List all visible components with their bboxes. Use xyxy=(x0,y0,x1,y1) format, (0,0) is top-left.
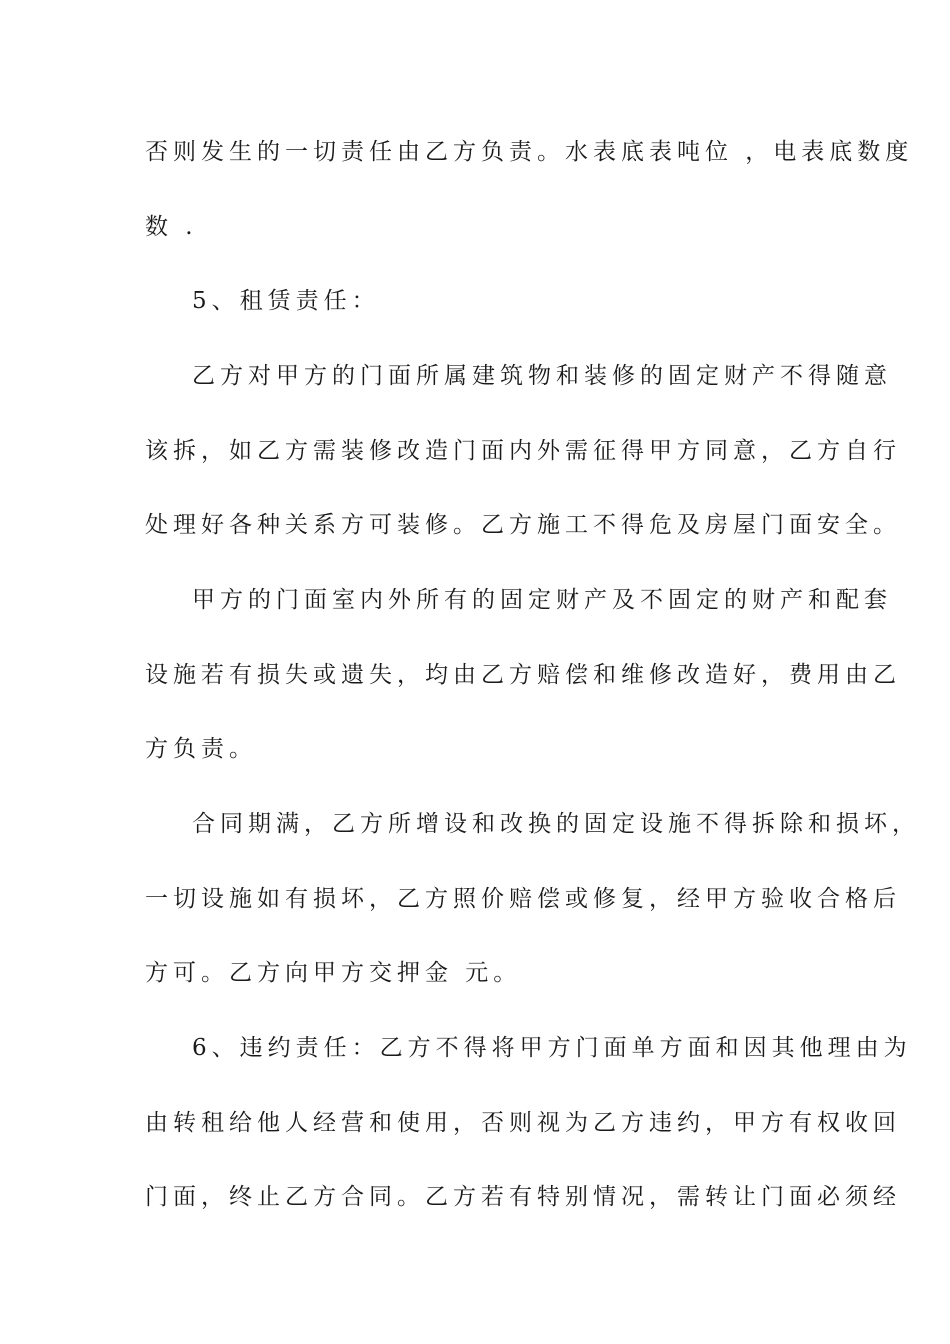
text-line: 合同期满，乙方所增设和改换的固定设施不得拆除和损坏， xyxy=(192,811,920,837)
text-line: 方负责。 xyxy=(145,736,257,762)
text-line: 由转租给他人经营和使用，否则视为乙方违约，甲方有权收回 xyxy=(145,1110,901,1136)
text-line: 门面，终止乙方合同。乙方若有特别情况，需转让门面必须经 xyxy=(145,1184,901,1210)
section-heading: 6、违约责任：乙方不得将甲方门面单方面和因其他理由为 xyxy=(192,1035,912,1061)
text-line: 数 . xyxy=(145,214,198,240)
text-line: 该拆，如乙方需装修改造门面内外需征得甲方同意，乙方自行 xyxy=(145,438,901,464)
text-line: 否则发生的一切责任由乙方负责。水表底表吨位 ，电表底数度 xyxy=(145,139,914,165)
text-line: 一切设施如有损坏，乙方照价赔偿或修复，经甲方验收合格后 xyxy=(145,886,901,912)
text-line: 处理好各种关系方可装修。乙方施工不得危及房屋门面安全。 xyxy=(145,512,901,538)
section-heading: 5、租赁责任： xyxy=(192,288,380,314)
text-line: 方可。乙方向甲方交押金 元。 xyxy=(145,960,522,986)
text-line: 甲方的门面室内外所有的固定财产及不固定的财产和配套 xyxy=(192,587,892,613)
text-line: 设施若有损失或遗失，均由乙方赔偿和维修改造好，费用由乙 xyxy=(145,662,901,688)
text-line: 乙方对甲方的门面所属建筑物和装修的固定财产不得随意 xyxy=(192,363,892,389)
